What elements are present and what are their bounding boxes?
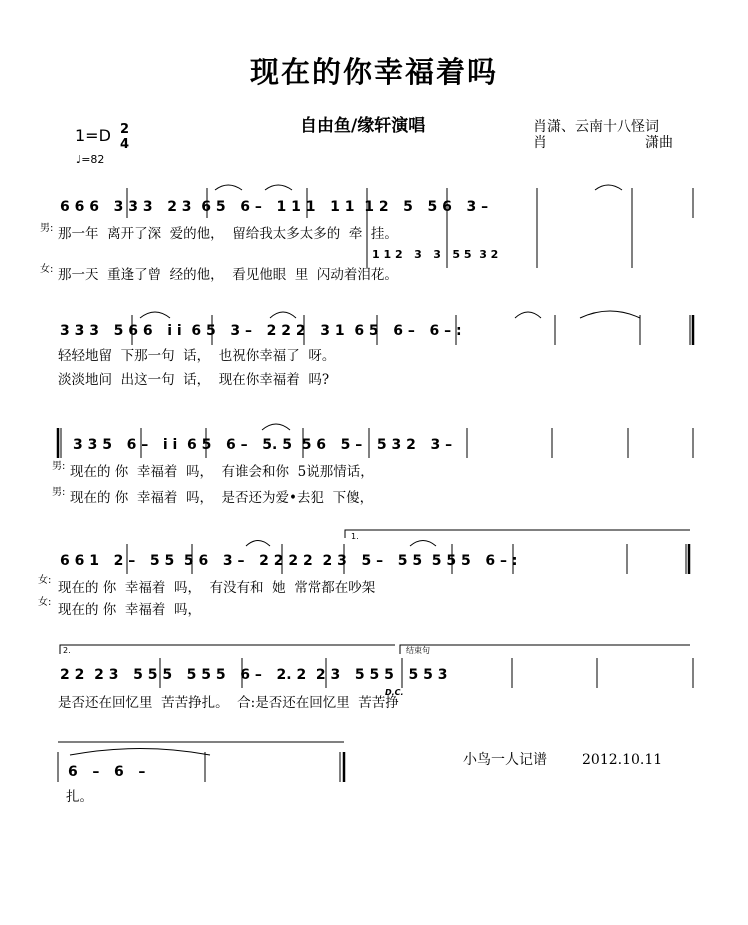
system4-label-2: 女: xyxy=(38,597,52,608)
slur xyxy=(215,185,242,190)
slur xyxy=(410,541,436,547)
system1-label-female: 女: xyxy=(40,264,54,275)
composer-credit-part-b: 潇曲 xyxy=(645,135,673,151)
lyricist-credit: 肖潇、云南十八怪词 xyxy=(533,119,659,135)
system2-notes: 3 3 3 5 6 6 i i 6 5 3 – 2 2 2 3 1 6 5 6 – 6 – : xyxy=(60,323,462,339)
tempo-marking: ♩=82 xyxy=(76,153,105,166)
dc-marking: D.C. xyxy=(385,688,404,697)
ending-label: 结束句 xyxy=(406,646,430,655)
system1-lyric1: 那一年 离开了深 爱的他， 留给我太多太多的 牵 挂。 xyxy=(58,226,398,242)
system4-notes: 6 6 1 2 – 5 5 5 6 3 – 2 2 2 2 2 3 5 – 5 5 5 5 5 6 – : xyxy=(60,553,518,569)
transcription-date: 2012.10.11 xyxy=(582,752,663,768)
slur xyxy=(246,541,270,547)
system5-notes: 2 2 2 3 5 5 5 5 5 5 6 – 2. 2 2 3 5 5 5 5 5 3 xyxy=(60,667,448,683)
system3-label-2: 男: xyxy=(52,487,66,498)
slur xyxy=(595,185,622,190)
singers: 自由鱼/缘轩演唱 xyxy=(300,116,426,136)
system1-label-male: 男: xyxy=(40,223,54,234)
ending-bracket xyxy=(400,645,690,654)
system3-notes: 3 3 5 6 – i i 6 5 6 – 5. 5 5 6 5 – 5 3 2 3 – xyxy=(73,437,453,453)
system4-label-1: 女: xyxy=(38,575,52,586)
system2-lyric2: 淡淡地问 出这一句 话， 现在你幸福着 吗? xyxy=(58,372,330,388)
composer-credit-part-a: 肖 xyxy=(533,135,547,151)
volta-2-label: 2. xyxy=(63,646,71,655)
volta-2-bracket xyxy=(60,645,395,654)
system2-lyric1: 轻轻地留 下那一句 话， 也祝你幸福了 呀。 xyxy=(58,348,336,364)
time-signature-top: 2 xyxy=(120,122,130,137)
slur xyxy=(270,312,296,318)
system3-lyric2: 现在的 你 幸福着 吗， 是否还为爱•去犯 下傻， xyxy=(70,490,374,506)
system6-notes: 6 – 6 – xyxy=(68,764,146,780)
slur xyxy=(265,185,292,190)
system4-lyric1: 现在的 你 幸福着 吗， 有没有和 她 常常都在吵架 xyxy=(58,580,376,596)
time-signature-bottom: 4 xyxy=(120,137,130,152)
page-title: 现在的你幸福着吗 xyxy=(249,55,498,89)
system4-lyric2: 现在的 你 幸福着 吗， xyxy=(58,602,201,618)
slur xyxy=(70,749,210,756)
system1-lyric2: 那一天 重逢了曾 经的他， 看见他眼 里 闪动着泪花。 xyxy=(58,267,398,283)
slur xyxy=(580,311,640,318)
volta-1-label: 1. xyxy=(351,532,359,541)
key-signature: 1=D xyxy=(75,126,111,145)
system3-lyric1: 现在的 你 幸福着 吗， 有谁会和你 5说那情话， xyxy=(70,464,374,480)
volta-1-bracket xyxy=(345,530,690,538)
slur xyxy=(515,312,541,318)
system1-upper-notes: 1 1 2 3 3 5 5 3 2 xyxy=(372,248,499,261)
system1-notes: 6 6 6 3 3 3 2 3 6 5 6 – 1 1 1 1 1 1 2 5 5 6 3 – xyxy=(60,199,489,215)
slur xyxy=(140,312,170,318)
system3-label-1: 男: xyxy=(52,461,66,472)
transcriber-credit: 小鸟一人记谱 xyxy=(463,752,547,768)
system6-lyric: 扎。 xyxy=(66,789,93,805)
system5-lyric: 是否还在回忆里 苦苦挣扎。 合:是否还在回忆里 苦苦挣 xyxy=(58,695,399,711)
slur xyxy=(262,424,290,430)
